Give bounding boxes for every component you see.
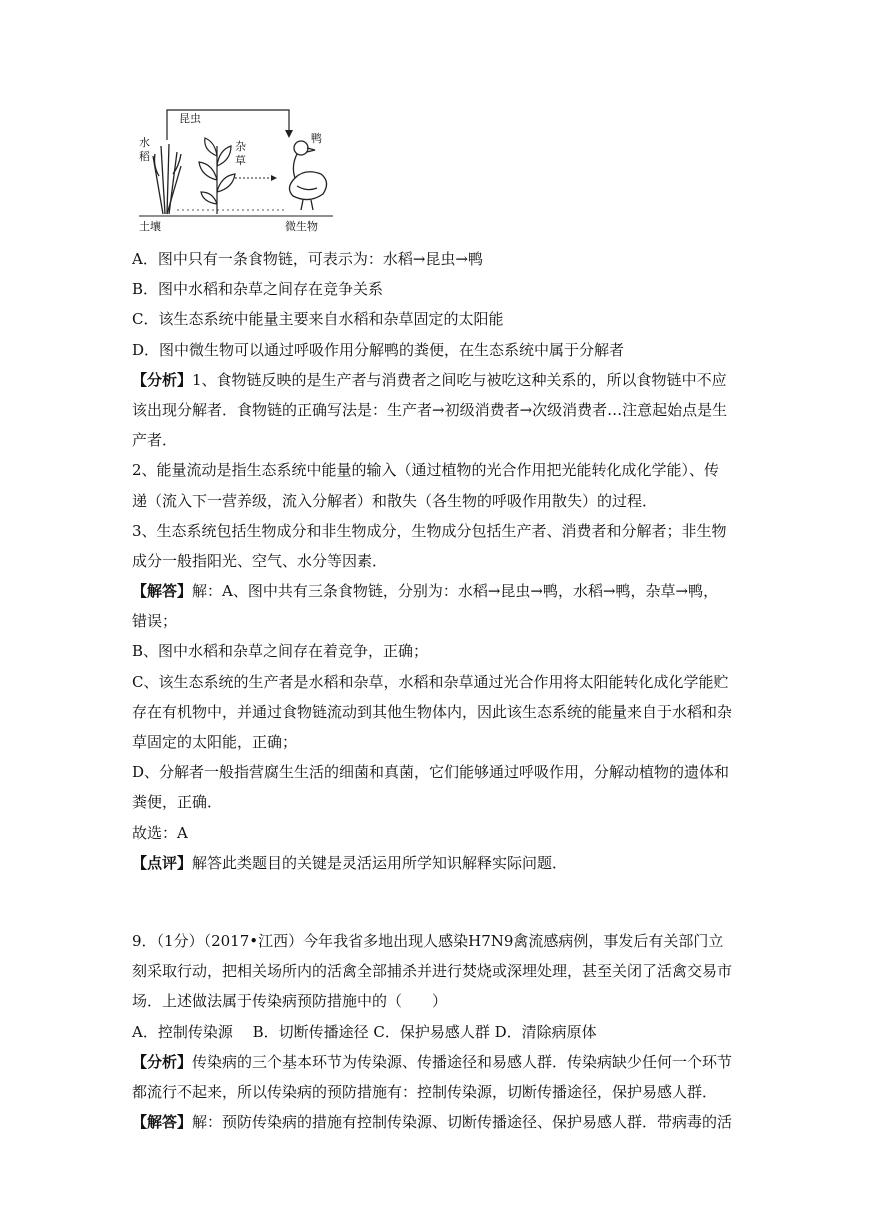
q9-options: A．控制传染源 B．切断传播途径 C．保护易感人群 D．清除病原体 [132,1022,597,1041]
q8-answer-line: C、该生态系统的生产者是水稻和杂草，水稻和杂草通过光合作用将太阳能转化成化学能贮 [132,672,729,691]
q8-analysis-line: 该出现分解者．食物链的正确写法是：生产者→初级消费者→次级消费者…注意起始点是生 [132,400,728,419]
q8-analysis-line: 2、能量流动是指生态系统中能量的输入（通过植物的光合作用把光能转化成化学能）、传 [132,461,720,480]
q9-analysis-line [132,1047,757,1077]
q8-analysis-line: 成分一般指阳光、空气、水分等因素． [132,551,388,570]
rice-label-1: 水 [139,136,150,149]
spacer [132,878,757,926]
q8-answer-line: 故选：A [132,823,188,842]
q8-analysis-line: 3、生态系统包括生物成分和非生物成分，生物成分包括生产者、消费者和分解者；非生物 [132,521,727,540]
weed-label-1: 杂 [235,140,246,153]
arrow-head [285,130,293,138]
q8-answer-line: 草固定的太阳能，正确； [132,733,298,751]
q9-stem-line: 刻采取行动，把相关场所内的活禽全部捕杀并进行焚烧或深埋处理，甚至关闭了活禽交易市 [132,962,733,981]
q8-comment-line [132,848,757,878]
microbe-label: 微生物 [285,220,318,233]
q8-answer-line: 粪便，正确． [132,793,223,812]
q8-answer-line: 错误； [132,612,178,631]
weed-label-2: 草 [235,154,246,167]
answer-tag: 【解答】 [132,1113,193,1132]
analysis-tag: 【分析】 [132,1052,193,1071]
duck-label: 鸭 [311,132,322,145]
q8-answer-line: 存在有机物中，并通过食物链流动到其他生物体内，因此该生态系统的能量来自于水稻和杂 [132,702,733,721]
analysis-text: 1、食物链反映的是生产者与消费者之间吃与被吃这种关系的，所以食物链中不应 [192,370,727,389]
ecosystem-figure [137,106,337,236]
q8-option-d: D．图中微生物可以通过呼吸作用分解鸭的粪便，在生态系统中属于分解者 [132,340,625,359]
weed-plant [199,138,235,214]
soil-label: 土壤 [139,220,161,233]
q9-stem-line: 9．（1分）（2017•江西）今年我省多地出现人感染H7N9禽流感病例，事发后有关部门立 [132,931,724,950]
insect-label: 昆虫 [179,112,201,125]
rice-label-2: 稻 [139,150,150,163]
q8-answer-line: D、分解者一般指营腐生生活的细菌和真菌，它们能够通过呼吸作用，分解动植物的遗体和 [132,763,730,782]
q8-analysis-line [132,365,757,395]
duck-drawing [289,141,326,210]
analysis-text: 传染病的三个基本环节为传染源、传播途径和易感人群．传染病缺少任何一个环节 [192,1052,733,1071]
analysis-tag: 【分析】 [132,370,193,389]
comment-text: 解答此类题目的关键是灵活运用所学知识解释实际问题． [192,853,568,872]
answer-text: 解：预防传染病的措施有控制传染源、切断传播途径、保护易感人群．带病毒的活 [192,1113,733,1132]
q8-analysis-line: 产者． [132,431,178,450]
q8-analysis-line: 递（流入下一营养级，流入分解者）和散失（各生物的呼吸作用散失）的过程． [132,491,658,510]
q8-answer-line: B、图中水稻和杂草之间存在着竞争，正确； [132,642,429,661]
q9-stem-line: 场．上述做法属于传染病预防措施中的（ ） [132,992,448,1011]
text-body [132,244,757,1137]
rice-plant [153,144,181,214]
q9-answer-line [132,1107,757,1137]
q8-option-b: B．图中水稻和杂草之间存在竞争关系 [132,280,384,299]
answer-text: 解：A、图中共有三条食物链，分别为：水稻→昆虫→鸭，水稻→鸭，杂草→鸭， [192,582,719,601]
q8-option-a: A．图中只有一条食物链，可表示为：水稻→昆虫→鸭 [132,250,483,268]
q9-analysis-line: 都流行不起来，所以传染病的预防措施有：控制传染源，切断传播途径，保护易感人群． [132,1082,718,1101]
ecosystem-diagram [137,106,337,236]
answer-tag: 【解答】 [132,582,193,601]
comment-tag: 【点评】 [132,853,193,872]
weed-arrow-head [271,175,277,181]
q8-option-c: C．该生态系统中能量主要来自水稻和杂草固定的太阳能 [132,310,504,329]
q8-answer-line [132,576,757,606]
